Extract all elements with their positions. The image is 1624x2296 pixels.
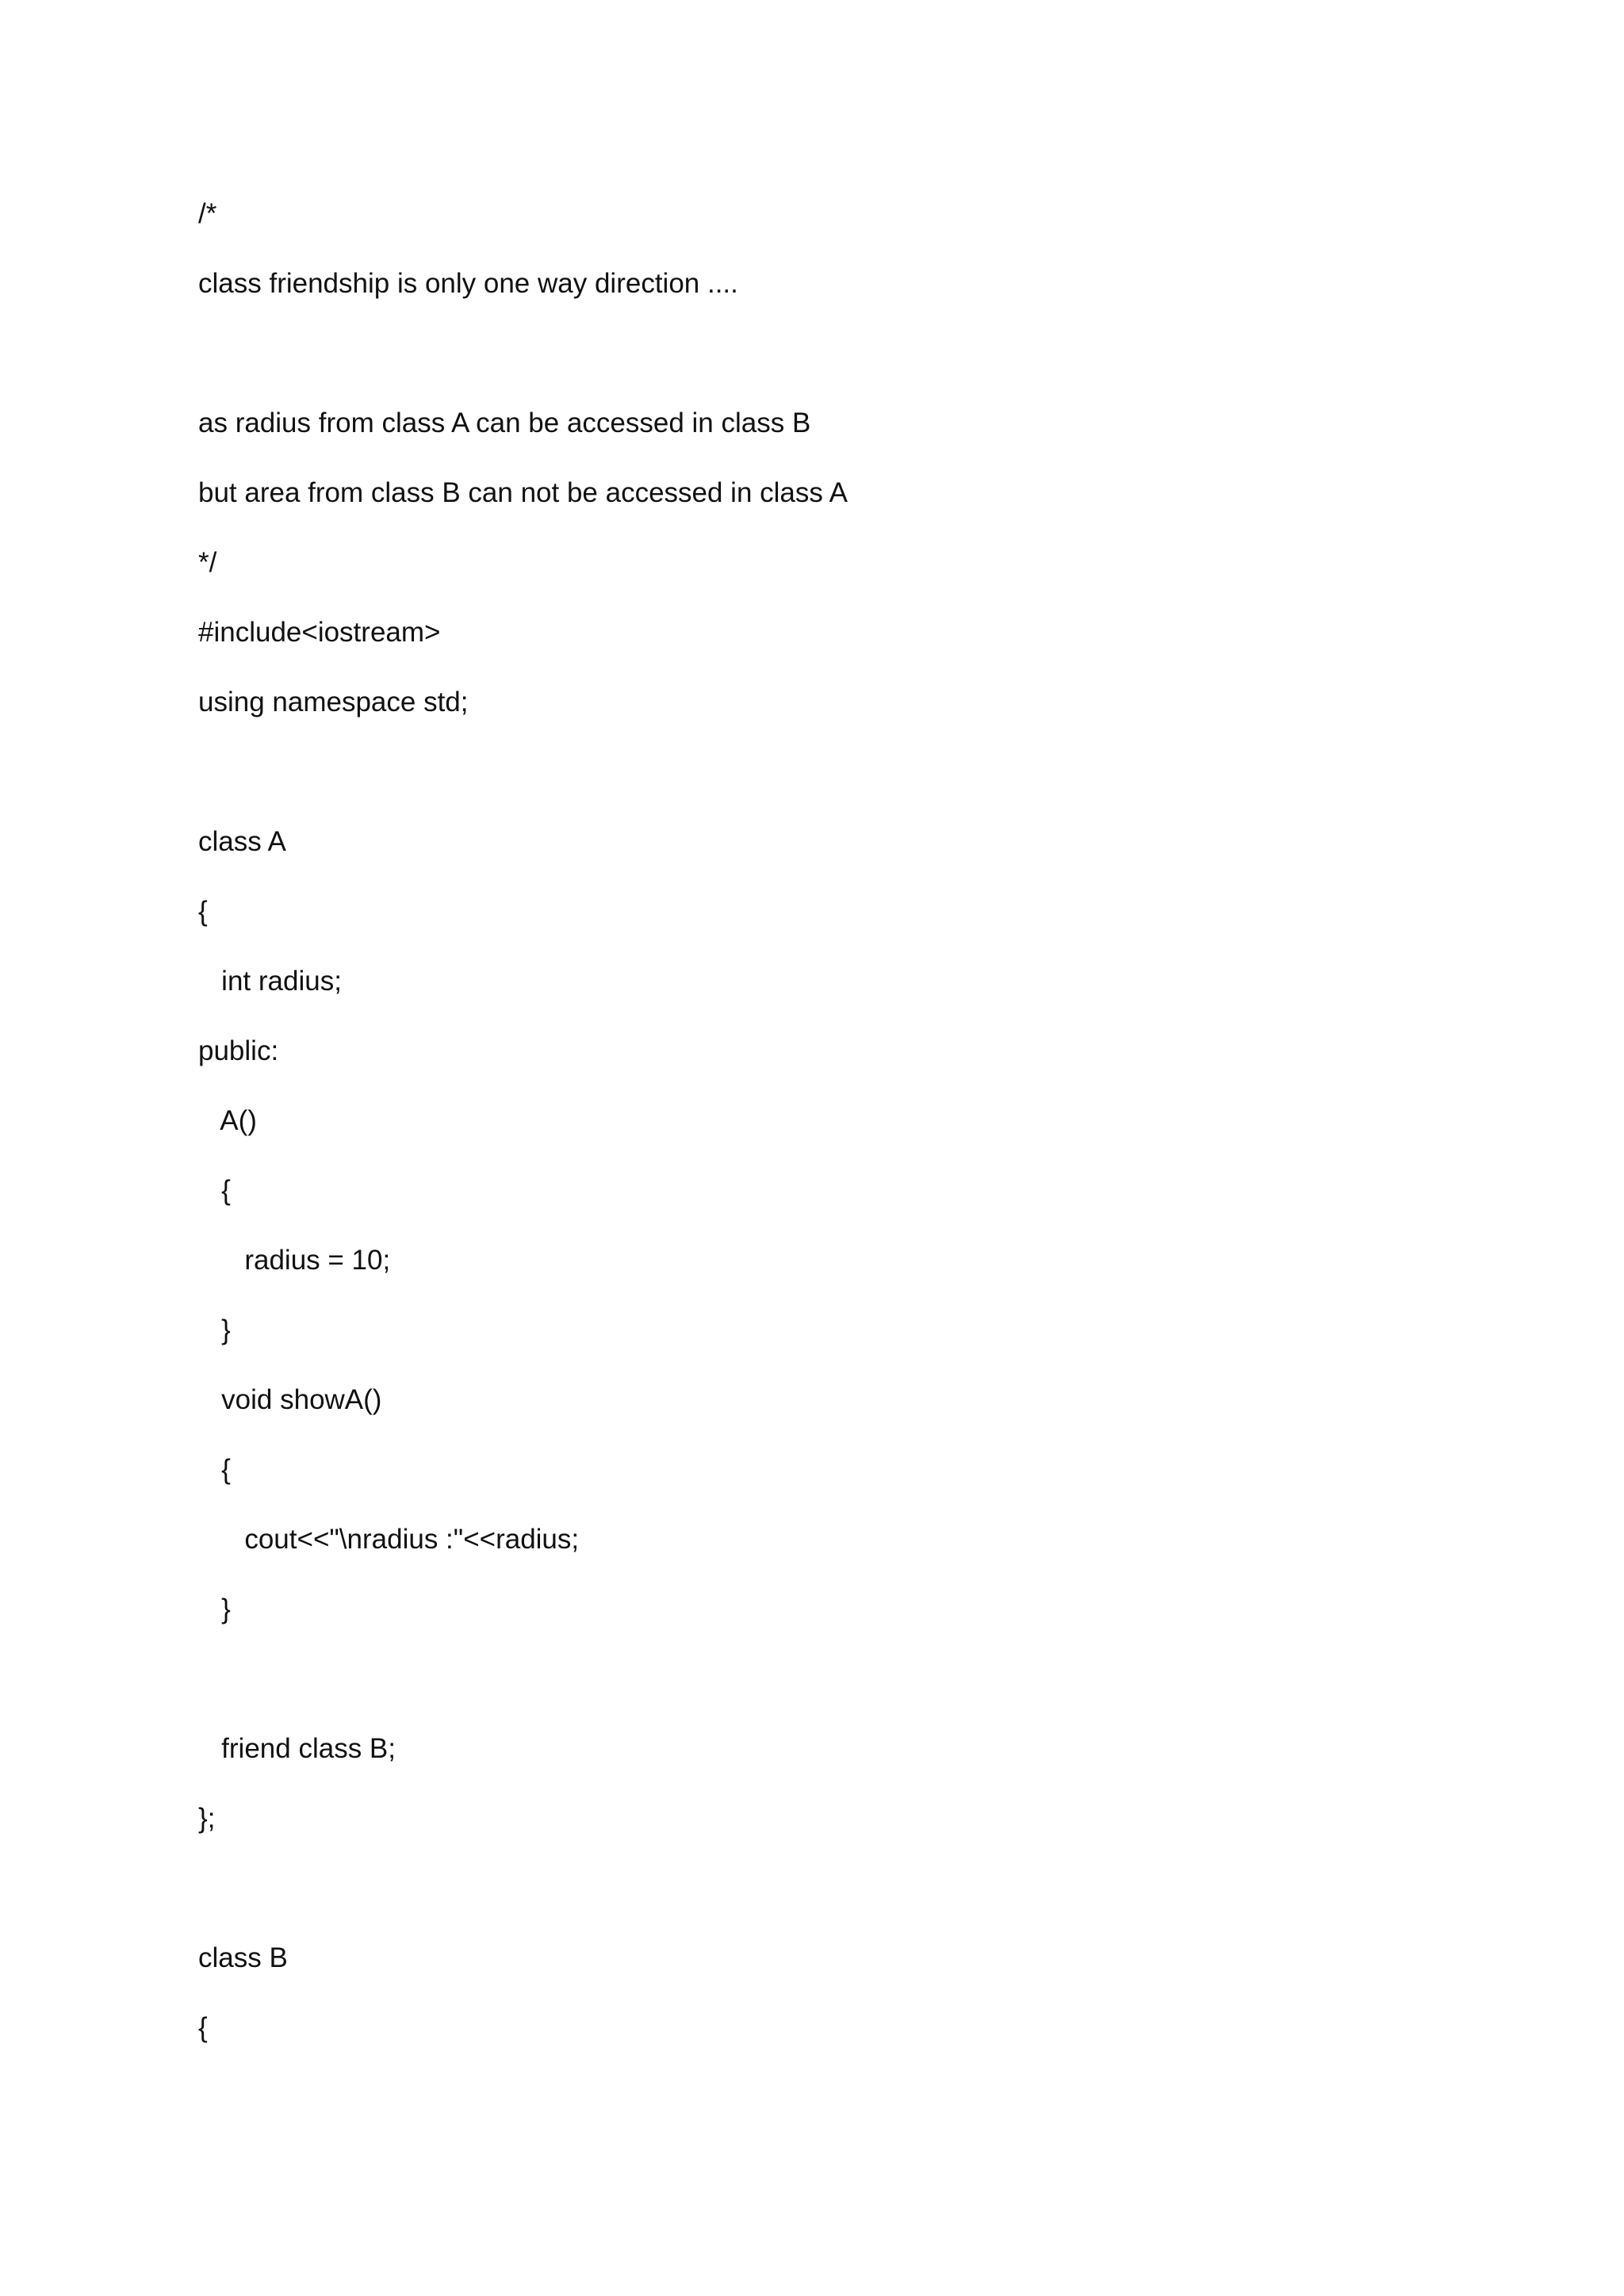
code-line: but area from class B can not be accessed in class A <box>198 477 848 508</box>
code-line: class A <box>198 826 286 857</box>
blank-line <box>198 330 1467 400</box>
code-line: int radius; <box>198 966 342 997</box>
code-line: { <box>198 1175 231 1206</box>
code-listing <box>198 190 1467 2074</box>
code-line: { <box>198 1454 231 1485</box>
code-line: friend class B; <box>198 1733 396 1764</box>
code-line: } <box>198 1594 231 1624</box>
code-line: /* <box>198 198 217 229</box>
code-line: as radius from class A can be accessed in class B <box>198 408 811 438</box>
code-line: public: <box>198 1035 279 1066</box>
code-line: */ <box>198 547 217 578</box>
code-line: #include<iostream> <box>198 617 441 648</box>
code-line: cout<<"\nradius :"<<radius; <box>198 1524 580 1555</box>
code-line: class B <box>198 1942 288 1973</box>
code-line: { <box>198 2012 208 2043</box>
code-line: class friendship is only one way direction .... <box>198 268 738 299</box>
code-line: }; <box>198 1803 216 1834</box>
code-line: using namespace std; <box>198 687 469 718</box>
code-line: { <box>198 896 208 927</box>
code-line: radius = 10; <box>198 1245 391 1276</box>
code-line: A() <box>198 1105 257 1136</box>
blank-line <box>198 1865 1467 1934</box>
code-line: } <box>198 1314 231 1345</box>
blank-line <box>198 1655 1467 1725</box>
blank-line <box>198 748 1467 818</box>
code-line: void showA() <box>198 1384 382 1415</box>
